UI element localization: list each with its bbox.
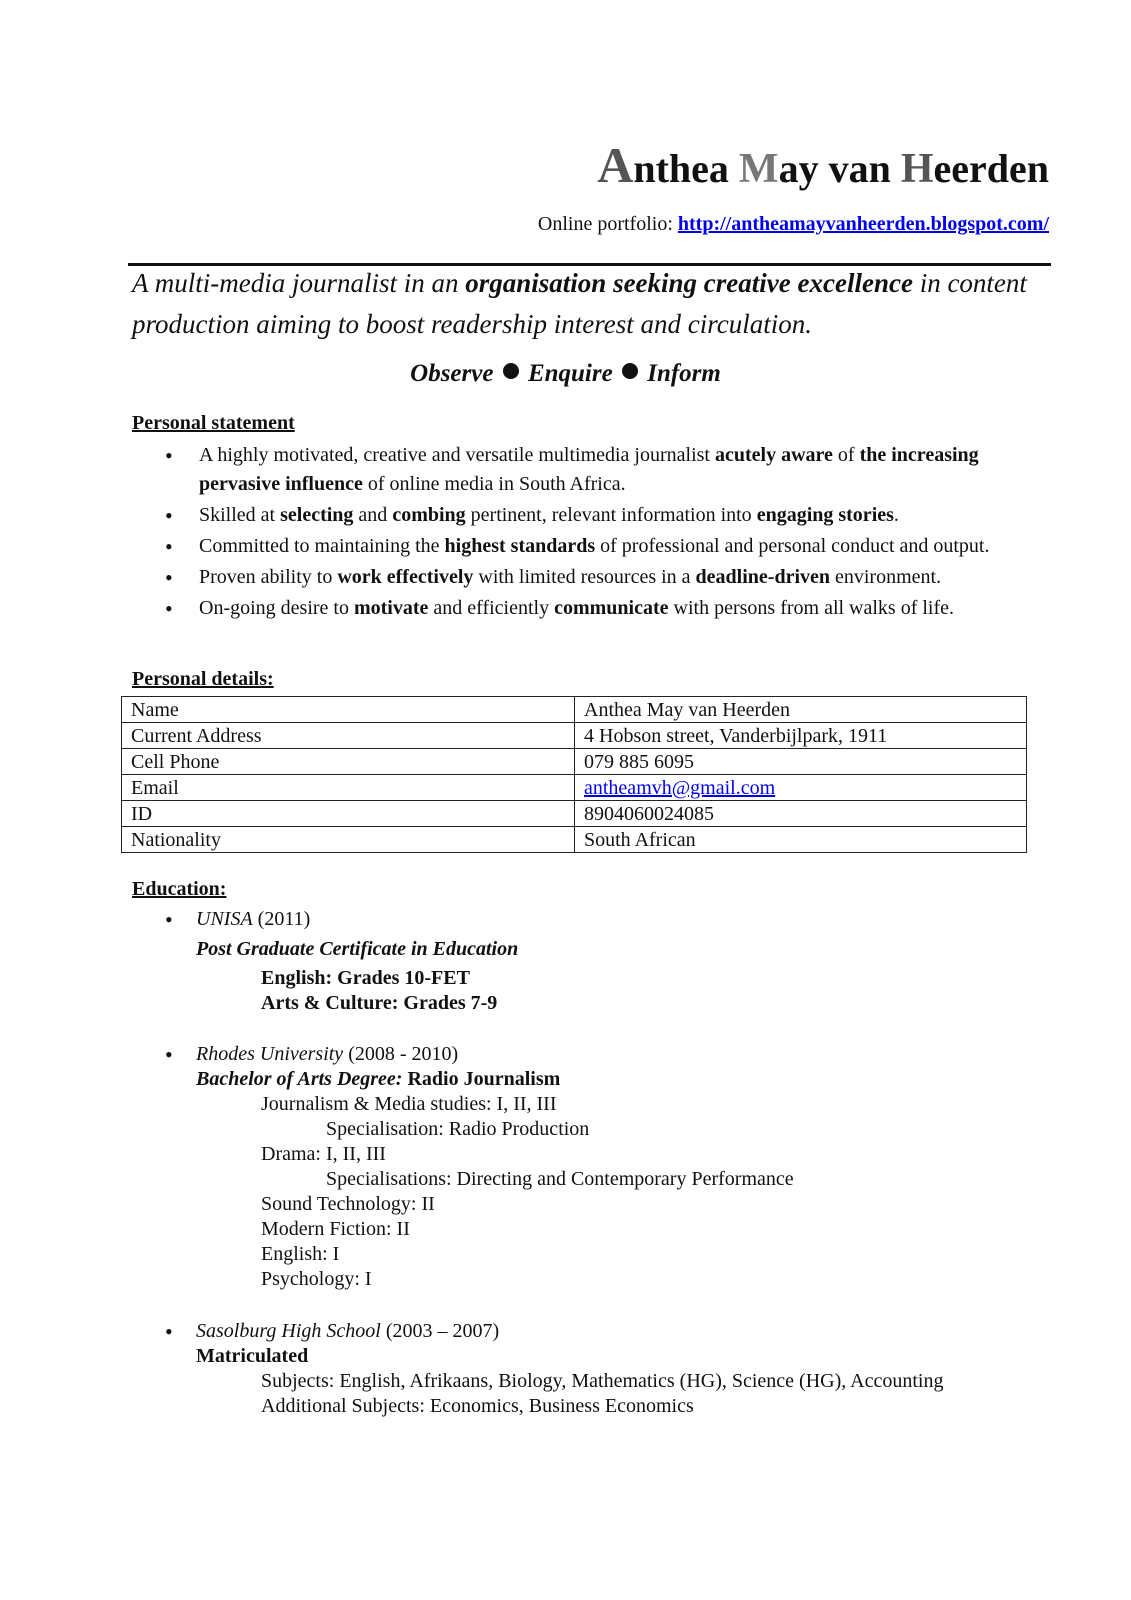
motto	[0, 360, 1131, 388]
detail-value: 079 885 6095	[575, 749, 1027, 775]
qualification-title: Post Graduate Certificate in Education	[196, 938, 519, 960]
detail-label: Nationality	[122, 827, 575, 853]
objective-text-1: A multi-media journalist in an	[132, 268, 466, 298]
email-link[interactable]: antheamvh@gmail.com	[584, 776, 776, 799]
bullet-dot-icon	[503, 363, 519, 379]
personal-details-table	[121, 696, 1027, 853]
candidate-name	[597, 136, 1049, 194]
detail-label: Name	[122, 697, 575, 723]
personal-details-heading: Personal details:	[132, 668, 274, 690]
course-line: Journalism & Media studies: I, II, III	[261, 1093, 557, 1115]
objective-text-2: in content production aiming to boost readership interest and circulation.	[132, 268, 1027, 339]
statement-item: • On-going desire to motivate and efficiently communicate with persons from all walks of life.	[160, 594, 1040, 623]
statement-item: • Committed to maintaining the highest standards of professional and personal conduct and output.	[160, 532, 1040, 561]
personal-statement-list	[160, 441, 1040, 625]
course-line: Specialisation: Radio Production	[326, 1118, 590, 1140]
statement-item: • Skilled at selecting and combing pertinent, relevant information into engaging stories.	[160, 501, 1040, 530]
statement-item: • A highly motivated, creative and versatile multimedia journalist acutely aware of the increasing pervasive influence of online media in South Africa.	[160, 441, 1040, 499]
detail-value: 4 Hobson street, Vanderbijlpark, 1911	[575, 723, 1027, 749]
motto-word-inform: Inform	[647, 360, 721, 387]
detail-label: Email	[122, 775, 575, 801]
table-row	[122, 749, 1027, 775]
name-part-3: eerden	[933, 146, 1049, 191]
detail-label: ID	[122, 801, 575, 827]
detail-value: Anthea May van Heerden	[575, 697, 1027, 723]
qualification-detail: English: Grades 10-FET	[261, 967, 470, 989]
career-objective	[132, 263, 1062, 345]
education-heading: Education:	[132, 878, 227, 900]
detail-value: South African	[575, 827, 1027, 853]
name-initial-m: M	[738, 146, 779, 192]
course-line: English: I	[261, 1243, 340, 1265]
portfolio-link[interactable]: http://antheamayvanheerden.blogspot.com/	[677, 213, 1049, 235]
table-row	[122, 697, 1027, 723]
bullet-icon: •	[165, 1042, 173, 1067]
table-row	[122, 723, 1027, 749]
name-initial-h: H	[900, 146, 934, 192]
personal-statement-heading: Personal statement	[132, 412, 295, 434]
portfolio-label: Online portfolio:	[537, 213, 678, 235]
bullet-dot-icon	[622, 363, 638, 379]
detail-value	[575, 775, 1027, 801]
qualification-detail: Arts & Culture: Grades 7-9	[261, 992, 498, 1014]
portfolio-line	[538, 213, 1049, 236]
name-initial-a: A	[597, 137, 634, 193]
name-part-2: ay van	[778, 146, 901, 191]
bullet-icon: •	[165, 1319, 173, 1344]
detail-value: 8904060024085	[575, 801, 1027, 827]
table-row	[122, 827, 1027, 853]
matric-status: Matriculated	[196, 1345, 309, 1367]
detail-label: Cell Phone	[122, 749, 575, 775]
name-part-1: nthea	[633, 146, 739, 191]
motto-word-observe: Observe	[410, 360, 494, 387]
course-line: Psychology: I	[261, 1268, 372, 1290]
course-line: Sound Technology: II	[261, 1193, 435, 1215]
course-line: Modern Fiction: II	[261, 1218, 410, 1240]
table-row	[122, 775, 1027, 801]
institution-line: Rhodes University (2008 - 2010)	[196, 1043, 459, 1065]
institution-line: Sasolburg High School (2003 – 2007)	[196, 1320, 500, 1342]
motto-word-enquire: Enquire	[527, 360, 613, 387]
course-line: Drama: I, II, III	[261, 1143, 386, 1165]
course-line: Specialisations: Directing and Contemporary Performance	[326, 1168, 794, 1190]
subjects-line: Subjects: English, Afrikaans, Biology, Mathematics (HG), Science (HG), Accounting	[261, 1370, 944, 1392]
bullet-icon: •	[165, 907, 173, 932]
table-row	[122, 801, 1027, 827]
detail-label: Current Address	[122, 723, 575, 749]
objective-text-bold: organisation seeking creative excellence	[465, 268, 913, 298]
degree-title: Bachelor of Arts Degree: Radio Journalism	[196, 1068, 561, 1090]
subjects-line: Additional Subjects: Economics, Business Economics	[261, 1395, 694, 1417]
statement-item: • Proven ability to work effectively with limited resources in a deadline-driven environment.	[160, 563, 1040, 592]
institution-line: UNISA (2011)	[196, 908, 311, 930]
